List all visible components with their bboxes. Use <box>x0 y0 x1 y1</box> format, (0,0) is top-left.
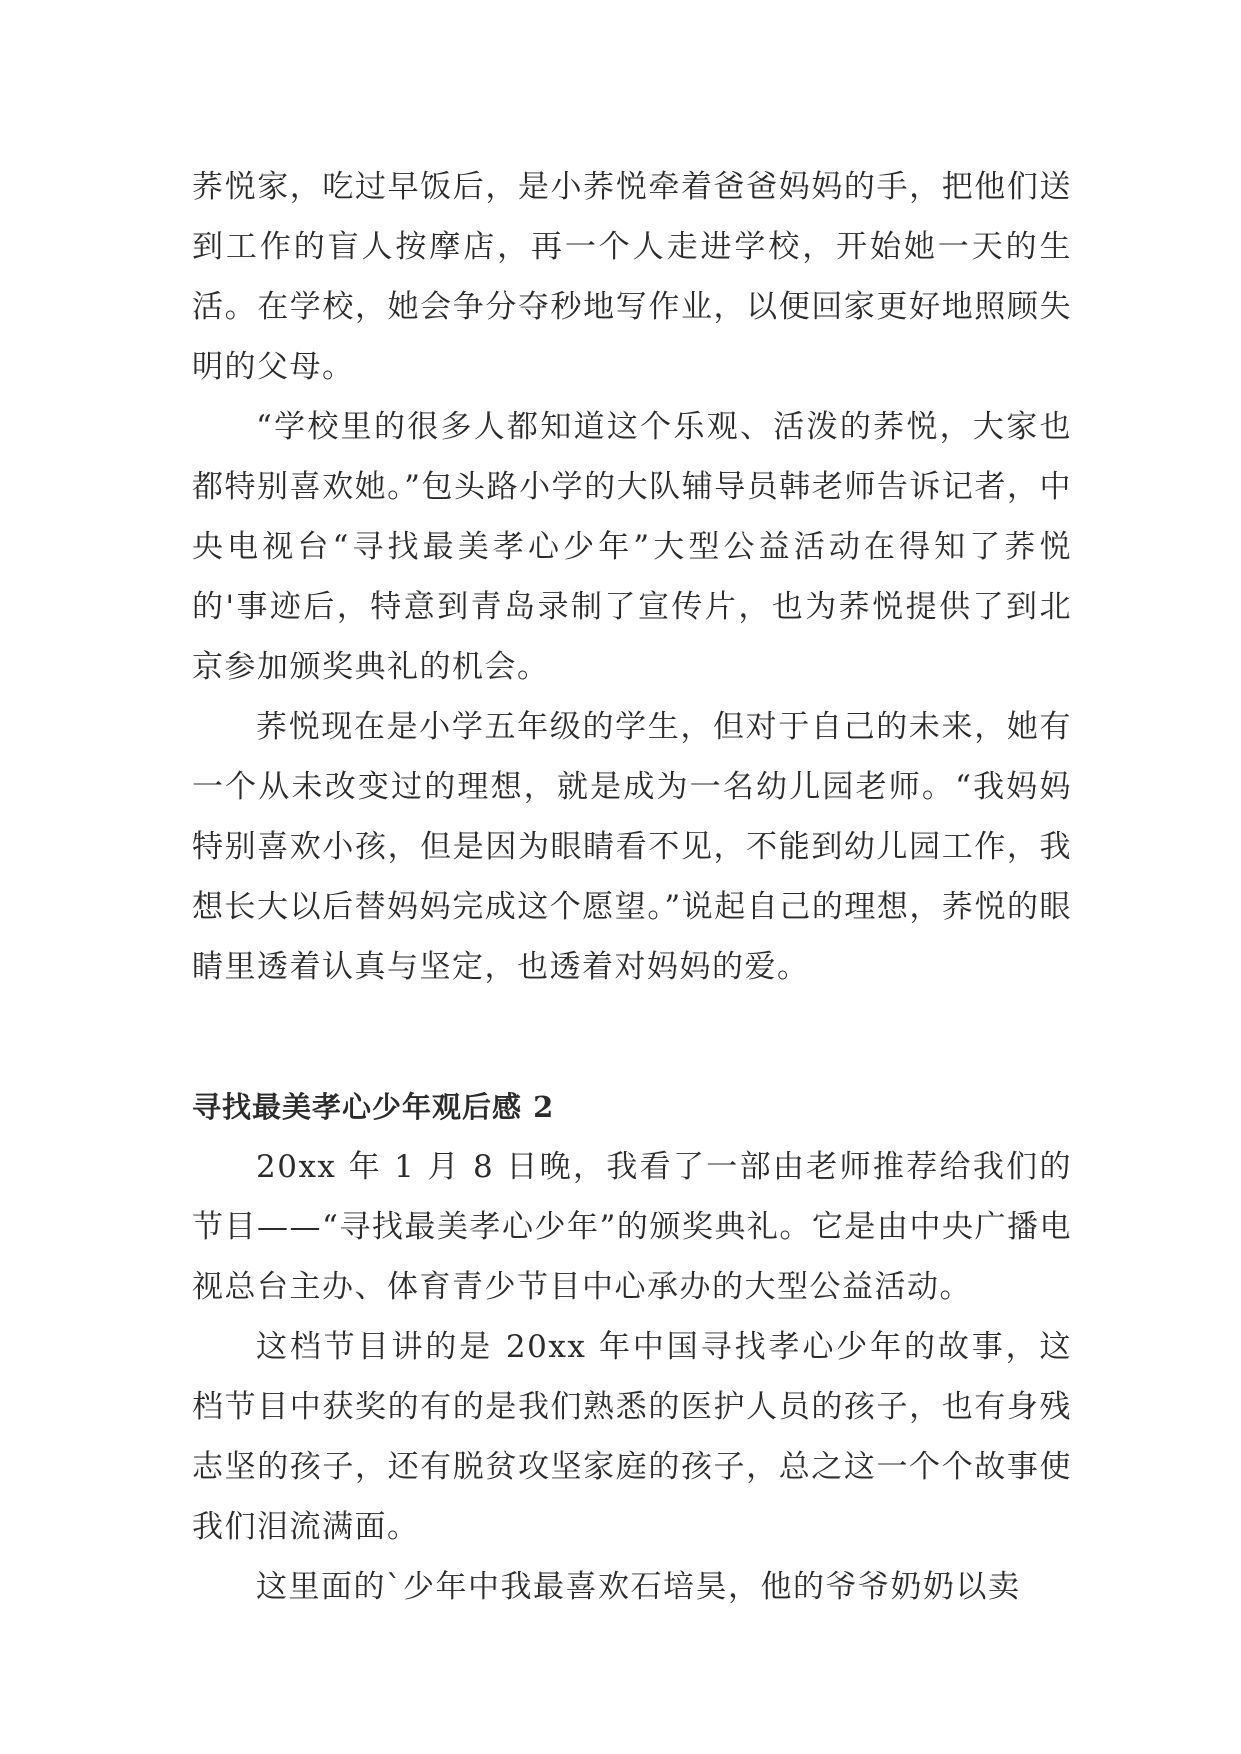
section-title: 寻找最美孝心少年观后感 2 <box>192 1090 555 1124</box>
document-body <box>192 157 1072 1617</box>
paragraph-4: 20xx 年 1 月 8 日晚，我看了一部由老师推荐给我们的节目——“寻找最美孝心少年”的颁奖典礼。它是由中央广播电视总台主办、体育青少节目中心承办的大型公益活动。 <box>192 1149 1072 1305</box>
paragraph-3: 荞悦现在是小学五年级的学生，但对于自己的未来，她有一个从未改变过的理想，就是成为一名幼儿园老师。“我妈妈特别喜欢小孩，但是因为眼睛看不见，不能到幼儿园工作，我想长大以后替妈妈完成这个愿望。”说起自己的理想，荞悦的眼睛里透着认真与坚定，也透着对妈妈的爱。 <box>192 709 1072 985</box>
paragraph-1: 荞悦家，吃过早饭后，是小荞悦牵着爸爸妈妈的手，把他们送到工作的盲人按摩店，再一个人走进学校，开始她一天的生活。在学校，她会争分夺秒地写作业，以便回家更好地照顾失明的父母。 <box>192 169 1072 385</box>
paragraph-5: 这档节目讲的是 20xx 年中国寻找孝心少年的故事，这档节目中获奖的有的是我们熟悉的医护人员的孩子，也有身残志坚的孩子，还有脱贫攻坚家庭的孩子，总之这一个个故事使我们泪流满面。 <box>192 1329 1072 1545</box>
section-spacer <box>192 997 1072 1077</box>
paragraph-2: “学校里的很多人都知道这个乐观、活泼的荞悦，大家也都特别喜欢她。”包头路小学的大队辅导员韩老师告诉记者，中央电视台“寻找最美孝心少年”大型公益活动在得知了荞悦的'事迹后，特意到青岛录制了宣传片，也为荞悦提供了到北京参加颁奖典礼的机会。 <box>192 409 1072 685</box>
paragraph-6: 这里面的`少年中我最喜欢石培昊，他的爷爷奶奶以卖 <box>256 1569 1021 1605</box>
